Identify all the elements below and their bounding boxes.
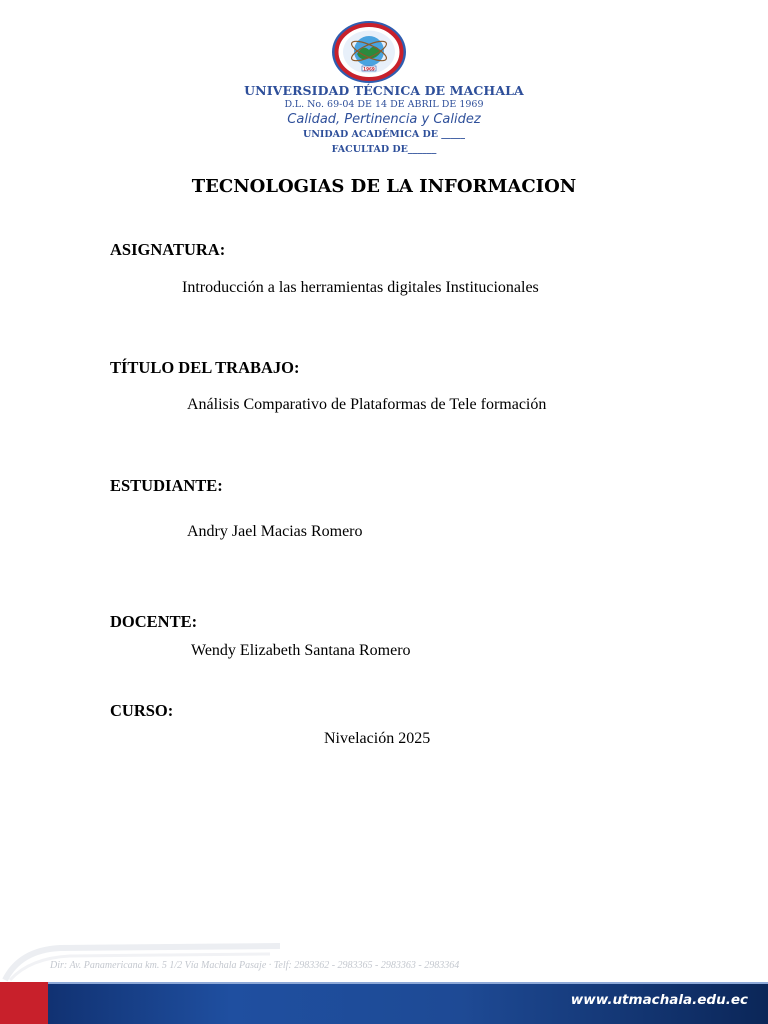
footer-url: www.utmachala.edu.ec — [570, 992, 748, 1008]
course-label: CURSO: — [110, 701, 174, 720]
course-value: Nivelación 2025 — [324, 730, 431, 747]
decree-line: D.L. No. 69-04 DE 14 DE ABRIL DE 1969 — [284, 99, 484, 110]
work-title-value: Análisis Comparativo de Plataformas de Tele formación — [187, 396, 547, 413]
student-label: ESTUDIANTE: — [110, 476, 223, 495]
student-value: Andry Jael Macias Romero — [187, 523, 363, 540]
footer-address: Dir: Av. Panamericana km. 5 1/2 Vía Machala Pasaje · Telf: 2983362 - 2983365 - 2983363 - 2983364 — [50, 960, 460, 971]
teacher-value: Wendy Elizabeth Santana Romero — [191, 642, 411, 659]
subject-label: ASIGNATURA: — [110, 240, 226, 259]
university-seal-logo — [331, 20, 407, 84]
motto: Calidad, Pertinencia y Calidez — [287, 112, 481, 127]
teacher-label: DOCENTE: — [110, 612, 198, 631]
footer-stripe — [0, 982, 768, 984]
document-title: TECNOLOGIAS DE LA INFORMACION — [191, 176, 577, 197]
subject-value: Introducción a las herramientas digitales Institucionales — [182, 279, 539, 296]
faculty: FACULTAD DE______ — [331, 144, 437, 155]
academic-unit: UNIDAD ACADÉMICA DE _____ — [302, 129, 466, 140]
footer-bar — [0, 982, 768, 1024]
work-title-label: TÍTULO DEL TRABAJO: — [110, 358, 300, 377]
university-name: UNIVERSIDAD TÉCNICA DE MACHALA — [244, 83, 524, 98]
footer-red-block — [0, 982, 48, 1024]
seal-year: 1969 — [363, 66, 375, 72]
